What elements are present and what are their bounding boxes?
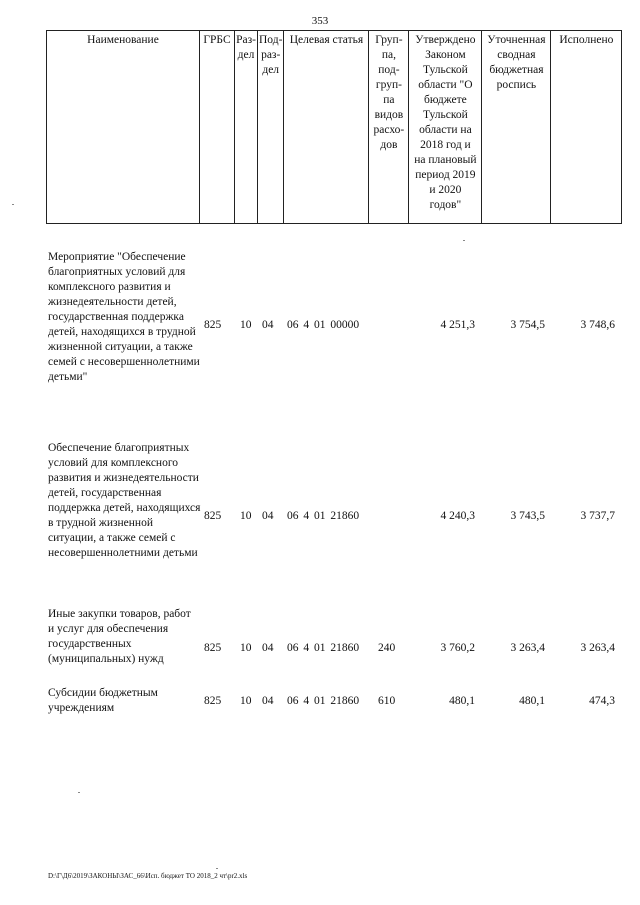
scan-speck [78,792,80,793]
col-header-razdel: Раз- дел [235,31,258,224]
col-header-utochnennaya: Уточненная сводная бюджетная роспись [482,31,551,224]
page-number: 353 [311,15,329,27]
row-ispolneno: 3 748,6 [580,319,615,331]
row-grbs: 825 [204,510,222,522]
row-vid: 240 [378,642,396,654]
row-ispolneno: 3 737,7 [580,510,615,522]
row-tselevaya: 06 4 01 21860 [287,642,360,654]
row-grbs: 825 [204,695,222,707]
col-header-podrazdel: Под- раз- дел [258,31,284,224]
row-utverzhdeno: 4 240,3 [440,510,475,522]
row-name: Обеспечение благоприятных условий для комплексного развития и жизнедеятельности детей, государственная поддержка детей, находящихся в трудной жизненной ситуации, а также семей с несовершеннолетними детьми [48,442,201,559]
row-name: Мероприятие "Обеспечение благоприятных условий для комплексного развития и жизнедеятельности детей, государственная поддержка детей, находящихся в трудной жизненной ситуации, а также семей с несовершеннолетними детьми" [48,251,200,383]
row-utochnennaya: 3 754,5 [510,319,545,331]
row-grbs: 825 [204,319,222,331]
row-tselevaya: 06 4 01 21860 [287,695,360,707]
row-utverzhdeno: 480,1 [449,695,475,707]
col-header-ispolneno: Исполнено [551,31,622,224]
row-ispolneno: 474,3 [589,695,615,707]
row-vid: 610 [378,695,396,707]
row-grbs: 825 [204,642,222,654]
row-razdel: 10 [240,642,252,654]
scan-speck [216,868,218,869]
col-header-utverzhdeno: Утверждено Законом Тульской области "О бюджете Тульской области на 2018 год и на плановый период 2019 и 2020 годов" [409,31,482,224]
row-name: Субсидии бюджетным учреждениям [48,687,158,714]
row-podrazdel: 04 [262,642,274,654]
row-razdel: 10 [240,319,252,331]
scan-speck [463,240,465,241]
col-header-name: Наименование [47,31,200,224]
row-utochnennaya: 480,1 [519,695,545,707]
row-utverzhdeno: 3 760,2 [440,642,475,654]
col-header-gruppa: Груп- па, под- груп- па видов расхо- дов [369,31,409,224]
row-razdel: 10 [240,510,252,522]
row-utochnennaya: 3 743,5 [510,510,545,522]
row-podrazdel: 04 [262,319,274,331]
row-utochnennaya: 3 263,4 [510,642,545,654]
row-podrazdel: 04 [262,695,274,707]
scan-speck [12,204,14,205]
row-tselevaya: 06 4 01 21860 [287,510,360,522]
row-ispolneno: 3 263,4 [580,642,615,654]
file-path-footer: D:\Г\Д6\2019\ЗАКОНЫ\ЗАС_66\Исп. бюджет ТО 2018_2 чт\pr2.xls [48,872,248,880]
row-utverzhdeno: 4 251,3 [440,319,475,331]
row-razdel: 10 [240,695,252,707]
row-podrazdel: 04 [262,510,274,522]
col-header-grbs: ГРБС [200,31,235,224]
table-header [46,30,622,224]
col-header-tselevaya: Целевая статья [284,31,369,224]
row-name: Иные закупки товаров, работ и услуг для обеспечения государственных (муниципальных) нужд [48,608,191,665]
row-tselevaya: 06 4 01 00000 [287,319,360,331]
